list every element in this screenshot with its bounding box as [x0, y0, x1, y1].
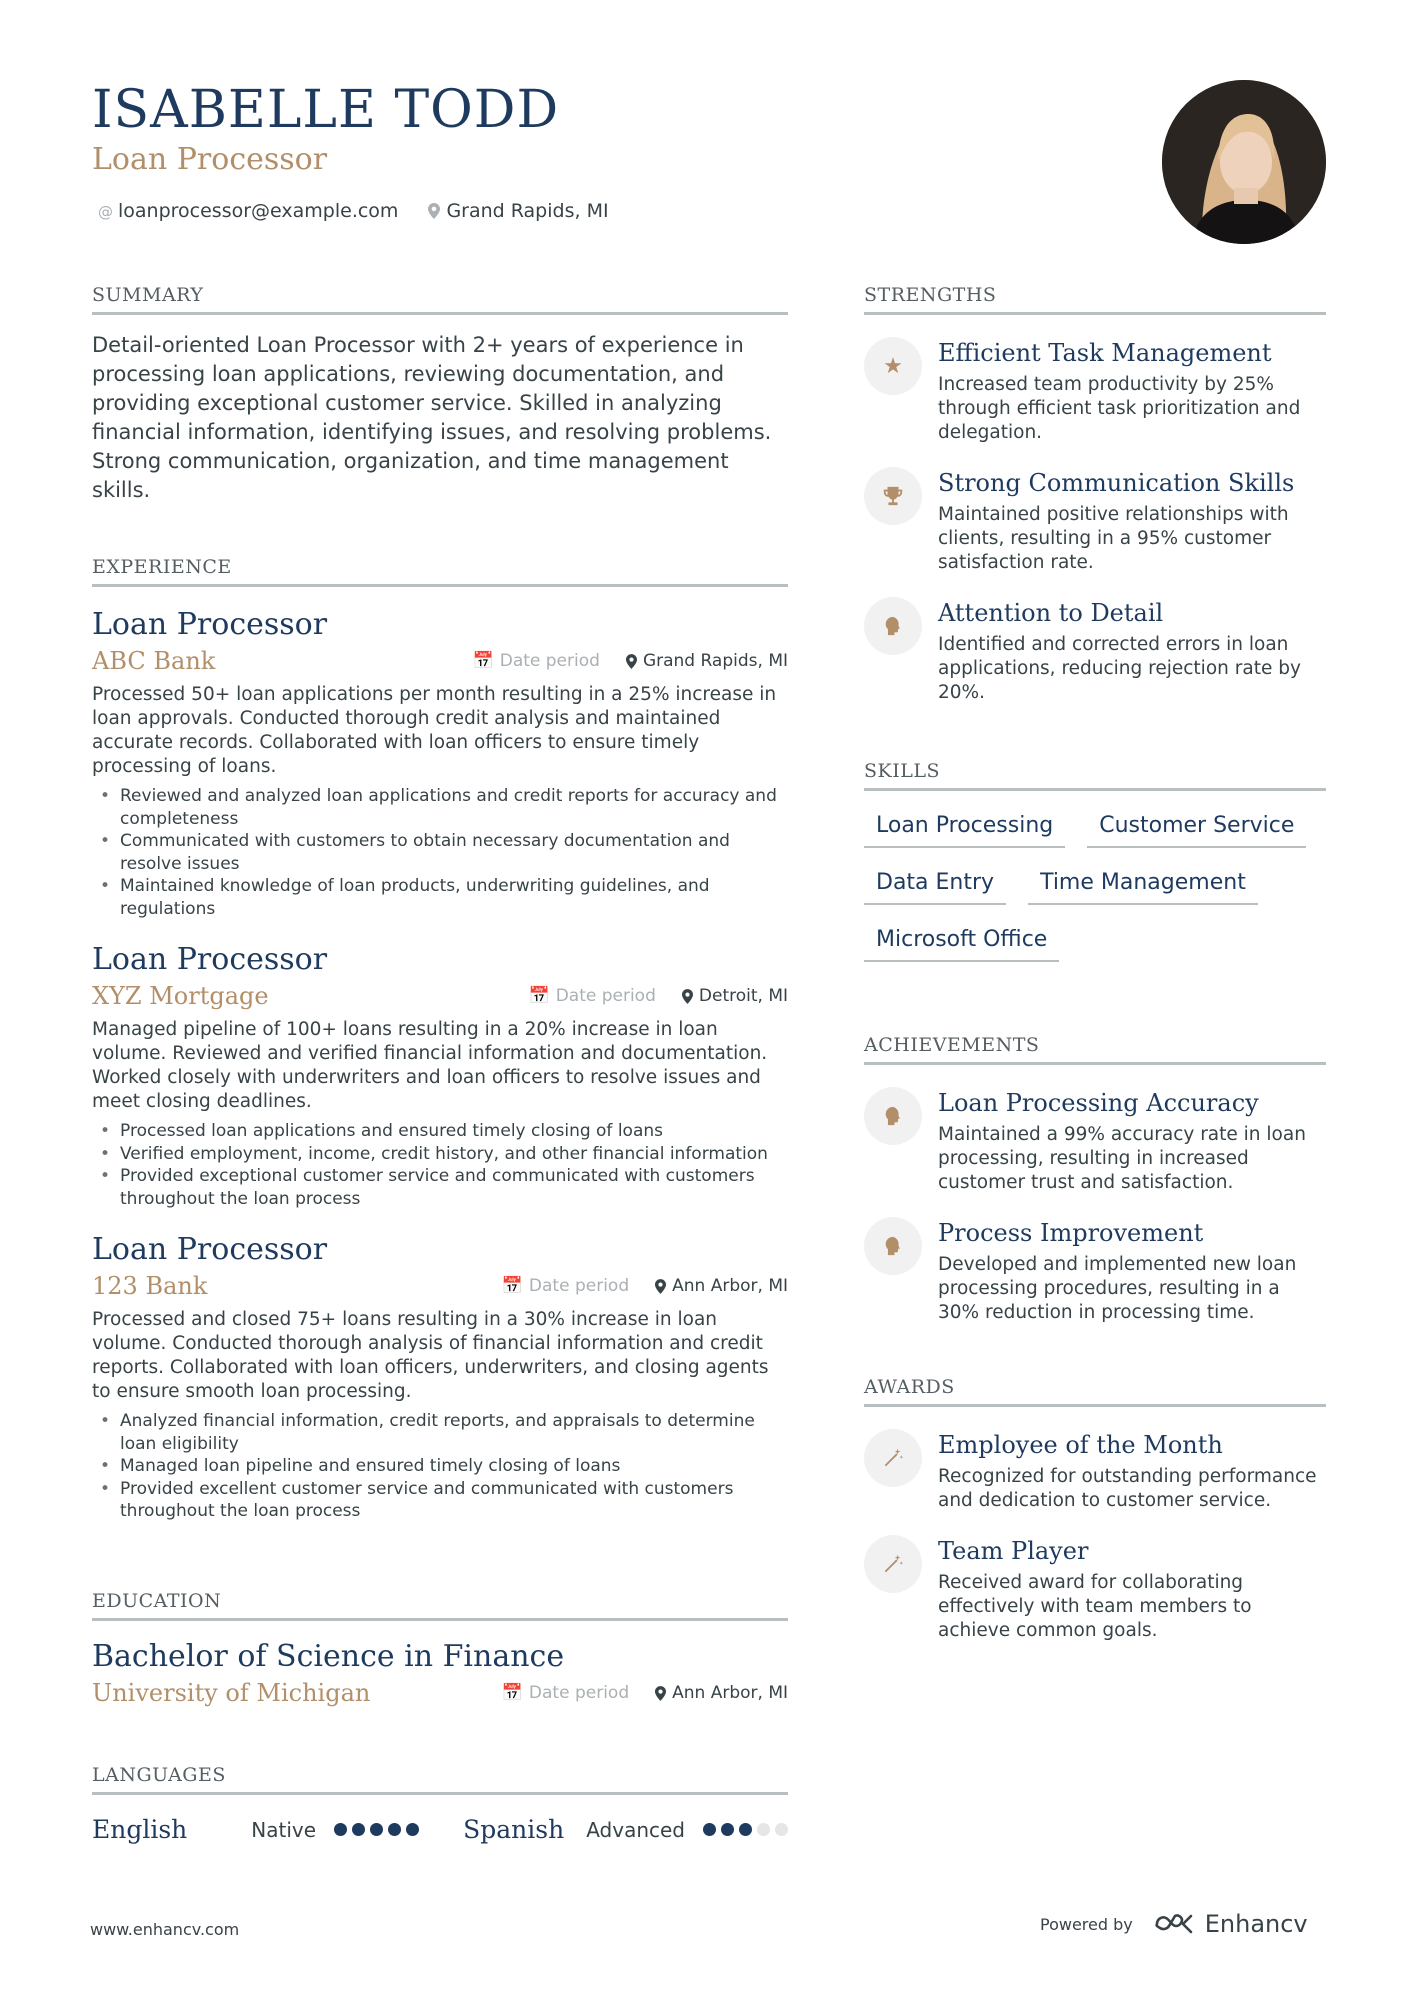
- job-title: Loan Processor: [92, 607, 328, 642]
- contact-bar: [98, 200, 609, 222]
- section-title-awards: AWARDS: [864, 1376, 1326, 1407]
- star-icon: ★: [864, 337, 922, 395]
- job-date: Date period: [555, 986, 656, 1006]
- language-rating: [703, 1823, 788, 1836]
- skills-section: [864, 760, 1326, 962]
- education-date: Date period: [528, 1683, 630, 1703]
- location-pin-icon: [626, 654, 637, 669]
- strength-title: Strong Communication Skills: [938, 469, 1295, 497]
- bullet-item: • Verified employment, income, credit history, and other financial information: [92, 1143, 788, 1166]
- award-item: [864, 1535, 1326, 1643]
- job-location: Ann Arbor, MI: [672, 1276, 788, 1296]
- award-item: [864, 1429, 1326, 1513]
- strength-desc: Identified and corrected errors in loan applications, reducing rejection rate by 20%.: [938, 634, 1301, 703]
- award-title: Employee of the Month: [938, 1431, 1223, 1459]
- location-pin-icon: [655, 1686, 666, 1701]
- skill-tag: Data Entry: [864, 866, 1006, 905]
- strength-item: [864, 597, 1326, 705]
- job-bullets: [92, 1120, 788, 1210]
- footer-branding: [1040, 1910, 1308, 1938]
- rating-dot-filled: [334, 1823, 347, 1836]
- section-title-experience: EXPERIENCE: [92, 556, 788, 587]
- location-pin-icon: [655, 1279, 666, 1294]
- magic-wand-icon: [864, 1535, 922, 1593]
- trophy-icon: [864, 467, 922, 525]
- award-desc: Recognized for outstanding performance and dedication to customer service.: [938, 1466, 1317, 1511]
- experience-item: [92, 1230, 788, 1523]
- experience-section: [92, 556, 788, 1523]
- achievement-desc: Maintained a 99% accuracy rate in loan processing, resulting in increased customer trust and satisfaction.: [938, 1124, 1306, 1193]
- section-title-skills: SKILLS: [864, 760, 1326, 791]
- magic-wand-icon: [864, 1429, 922, 1487]
- calendar-icon: 📅: [528, 986, 550, 1006]
- calendar-icon: 📅: [472, 651, 494, 671]
- powered-by-label: Powered by: [1040, 1914, 1133, 1934]
- email-text: loanprocessor@example.com: [118, 200, 399, 222]
- brain-icon: [864, 597, 922, 655]
- company-name: XYZ Mortgage: [92, 982, 269, 1010]
- education-item: [92, 1637, 788, 1707]
- rating-dot-filled: [406, 1823, 419, 1836]
- skill-tag: Customer Service: [1087, 809, 1306, 848]
- job-description: Processed 50+ loan applications per month resulting in a 25% increase in loan approvals. Conducted thorough credit analysis and maintained accurate records. Collaborated with loan officers to ensure timely processing of loans.: [92, 684, 777, 777]
- candidate-name: ISABELLE TODD: [92, 80, 560, 140]
- section-title-education: EDUCATION: [92, 1590, 788, 1621]
- award-desc: Received award for collaborating effectively with team members to achieve common goals.: [938, 1572, 1252, 1641]
- rating-dot-filled: [388, 1823, 401, 1836]
- job-date: Date period: [499, 651, 600, 671]
- strength-title: Attention to Detail: [938, 599, 1164, 627]
- degree-title: Bachelor of Science in Finance: [92, 1639, 565, 1674]
- brain-icon: [864, 1087, 922, 1145]
- section-title-strengths: STRENGTHS: [864, 284, 1326, 315]
- education-location: Ann Arbor, MI: [672, 1683, 788, 1703]
- strength-desc: Maintained positive relationships with clients, resulting in a 95% customer satisfaction rate.: [938, 504, 1289, 573]
- strength-item: [864, 467, 1326, 575]
- calendar-icon: 📅: [501, 1683, 523, 1703]
- job-bullets: [92, 1410, 788, 1523]
- location-pin-icon: [428, 203, 440, 219]
- bullet-item: • Provided exceptional customer service and communicated with customers throughout the loan process: [92, 1165, 788, 1210]
- rating-dot-filled: [721, 1823, 734, 1836]
- experience-item: [92, 605, 788, 920]
- footer-website[interactable]: www.enhancv.com: [90, 1920, 240, 1939]
- bullet-item: • Provided excellent customer service and communicated with customers throughout the loan process: [92, 1478, 788, 1523]
- bullet-item: • Communicated with customers to obtain necessary documentation and resolve issues: [92, 830, 788, 875]
- school-name: University of Michigan: [92, 1679, 371, 1707]
- contact-location: [428, 200, 608, 222]
- rating-dot-filled: [352, 1823, 365, 1836]
- summary-text: Detail-oriented Loan Processor with 2+ years of experience in processing loan applications, reviewing documentation, and providing exceptional customer service. Skilled in analyzing financial information, identifying issues, and resolving problems. Strong communication, organization, and time management skills.: [92, 333, 772, 502]
- achievement-title: Loan Processing Accuracy: [938, 1089, 1259, 1117]
- job-title: Loan Processor: [92, 942, 328, 977]
- rating-dot-filled: [739, 1823, 752, 1836]
- summary-section: [92, 284, 788, 505]
- rating-dot-empty: [775, 1823, 788, 1836]
- job-location: Grand Rapids, MI: [642, 651, 788, 671]
- bullet-item: • Processed loan applications and ensured timely closing of loans: [92, 1120, 788, 1143]
- job-location: Detroit, MI: [698, 986, 788, 1006]
- skill-tag: Microsoft Office: [864, 923, 1059, 962]
- rating-dot-empty: [757, 1823, 770, 1836]
- section-title-summary: SUMMARY: [92, 284, 788, 315]
- language-item: [92, 1815, 463, 1844]
- languages-section: [92, 1764, 788, 1844]
- job-date: Date period: [528, 1276, 630, 1296]
- job-title: Loan Processor: [92, 1232, 328, 1267]
- candidate-title: Loan Processor: [92, 142, 328, 177]
- language-item: [463, 1815, 788, 1844]
- contact-email[interactable]: [98, 200, 398, 222]
- skill-tag: Loan Processing: [864, 809, 1065, 848]
- bullet-item: • Analyzed financial information, credit reports, and appraisals to determine loan eligibility: [92, 1410, 788, 1455]
- achievements-section: [864, 1034, 1326, 1325]
- at-icon: @: [98, 203, 113, 221]
- achievement-item: [864, 1087, 1326, 1195]
- calendar-icon: 📅: [501, 1276, 523, 1296]
- section-title-achievements: ACHIEVEMENTS: [864, 1034, 1326, 1065]
- strengths-section: [864, 284, 1326, 705]
- language-level: Advanced: [586, 1817, 685, 1842]
- rating-dot-filled: [370, 1823, 383, 1836]
- achievement-item: [864, 1217, 1326, 1325]
- bullet-item: • Managed loan pipeline and ensured timely closing of loans: [92, 1455, 788, 1478]
- job-description: Managed pipeline of 100+ loans resulting in a 20% increase in loan volume. Reviewed and verified financial information and documentation. Worked closely with underwriters and loan officers to resolve issues and meet closing deadlines.: [92, 1019, 768, 1112]
- company-name: 123 Bank: [92, 1272, 208, 1300]
- strength-desc: Increased team productivity by 25% through efficient task prioritization and delegation.: [938, 374, 1301, 443]
- education-section: [92, 1590, 788, 1707]
- job-description: Processed and closed 75+ loans resulting in a 30% increase in loan volume. Conducted thorough analysis of financial information and credit reports. Collaborated with loan officers, underwriters, and closing agents to ensure smooth loan processing.: [92, 1309, 769, 1402]
- brand-logo[interactable]: [1153, 1910, 1308, 1938]
- rating-dot-filled: [703, 1823, 716, 1836]
- section-title-languages: LANGUAGES: [92, 1764, 788, 1795]
- experience-item: [92, 940, 788, 1210]
- bullet-item: • Reviewed and analyzed loan applications and credit reports for accuracy and completeness: [92, 785, 788, 830]
- strength-item: [864, 337, 1326, 445]
- language-level: Native: [251, 1817, 317, 1842]
- skills-list: [864, 809, 1326, 962]
- achievement-title: Process Improvement: [938, 1219, 1204, 1247]
- language-name: Spanish: [463, 1815, 565, 1844]
- skill-tag: Time Management: [1028, 866, 1258, 905]
- brand-name: Enhancv: [1204, 1910, 1308, 1938]
- location-text: Grand Rapids, MI: [446, 200, 609, 222]
- award-title: Team Player: [938, 1537, 1089, 1565]
- job-bullets: [92, 785, 788, 920]
- avatar: [1162, 80, 1326, 244]
- location-pin-icon: [682, 989, 693, 1004]
- bullet-item: • Maintained knowledge of loan products, underwriting guidelines, and regulations: [92, 875, 788, 920]
- language-rating: [334, 1823, 419, 1836]
- brain-icon: [864, 1217, 922, 1275]
- strength-title: Efficient Task Management: [938, 339, 1272, 367]
- company-name: ABC Bank: [92, 647, 216, 675]
- awards-section: [864, 1376, 1326, 1643]
- language-name: English: [92, 1815, 188, 1844]
- enhancv-logo-icon: [1153, 1912, 1199, 1936]
- achievement-desc: Developed and implemented new loan processing procedures, resulting in a 30% reduction in processing time.: [938, 1254, 1297, 1323]
